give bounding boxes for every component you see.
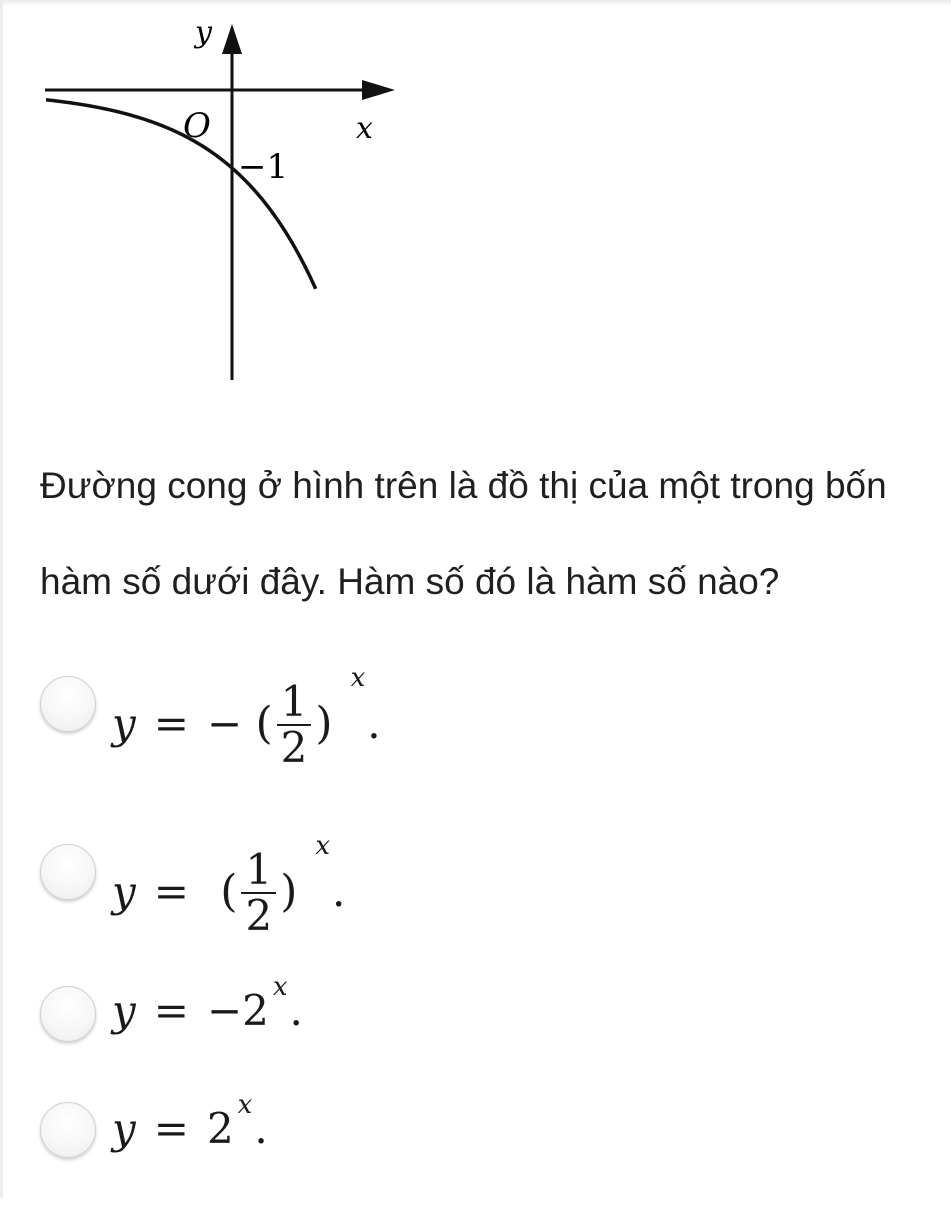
option-formula [112,1090,268,1153]
formula-period: . [254,1104,268,1153]
formula-base: 2 [242,986,269,1035]
formula-exponent: x [237,1090,253,1120]
answer-option-4[interactable] [40,1090,640,1212]
formula-equals: = [153,1104,189,1153]
x-axis-label: x [356,111,373,146]
formula-lparen: ( [220,866,238,917]
formula-y: y [112,1104,136,1153]
formula-equals: = [153,986,189,1035]
fraction-denominator: 2 [280,723,308,772]
radio-button[interactable] [40,1102,96,1158]
function-graph [0,0,420,400]
radio-button[interactable] [40,986,96,1042]
answer-option-2[interactable] [40,830,640,940]
formula-period: . [289,986,303,1035]
fraction-denominator: 2 [245,891,273,940]
formula-equals: = [153,699,189,748]
y-intercept-label: −1 [238,147,289,187]
formula-y: y [112,867,136,916]
x-axis-arrow [362,80,395,100]
formula-y: y [112,699,136,748]
formula-exponent: x [272,972,288,1002]
graph-curve [46,100,316,289]
formula-exponent: x [350,663,366,693]
formula-period: . [367,699,381,748]
formula-equals: = [153,867,189,916]
formula-base: 2 [206,1104,234,1153]
answer-option-1[interactable] [40,662,640,772]
y-axis-arrow [222,24,242,54]
radio-button[interactable] [40,676,96,732]
fraction-numerator: 1 [241,848,276,894]
formula-period: . [332,867,346,916]
answer-option-3[interactable] [40,972,640,1096]
formula-rparen: ) [315,698,333,749]
y-axis-label: y [195,15,212,50]
fraction-numerator: 1 [277,680,312,726]
formula-lparen: ( [255,698,273,749]
formula-y: y [112,986,136,1035]
question-text: Đường cong ở hình trên là đồ thị của một trong bốn hàm số dưới đây. Hàm số đó là hàm số nào? [40,465,887,602]
option-formula [112,831,346,940]
formula-rparen: ) [280,866,298,917]
formula-fraction [241,845,276,940]
radio-button[interactable] [40,844,96,900]
formula-minus: − [206,699,243,748]
option-formula [112,663,381,772]
formula-exponent: x [315,831,331,861]
formula-minus: − [206,986,243,1035]
origin-label: O [183,106,211,146]
formula-fraction [277,677,312,772]
option-formula [112,972,303,1035]
